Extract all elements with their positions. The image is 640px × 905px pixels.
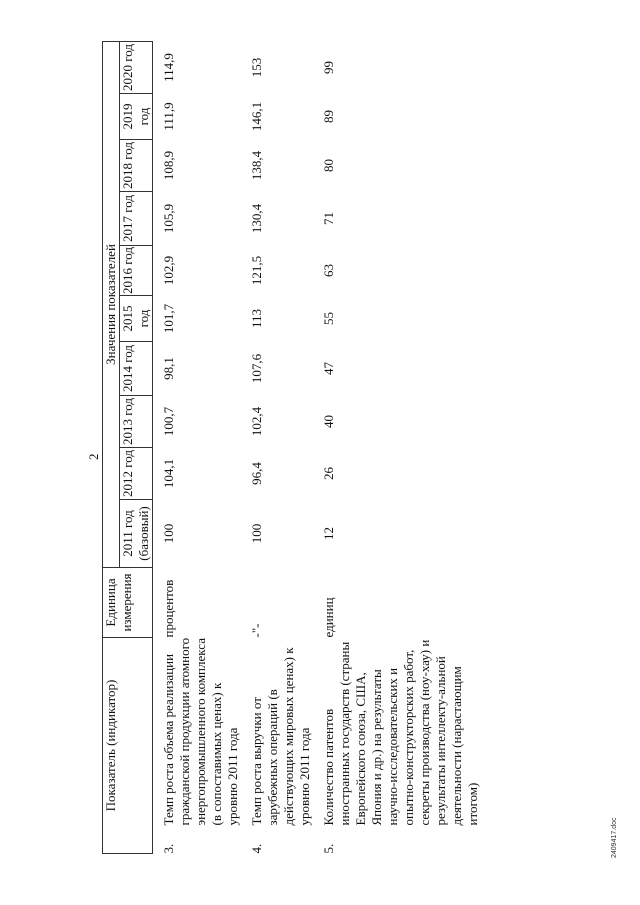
- value-cell: 111,9: [161, 102, 176, 131]
- value-cell: 100: [161, 523, 176, 544]
- indicator-name: Темп роста выручки от зарубежных операций (в действующих мировых ценах) к уровню 2011 года: [249, 647, 312, 826]
- value-cell: 114,9: [161, 53, 176, 82]
- header-year: 2017 год: [120, 191, 153, 245]
- table-row: [321, 41, 481, 853]
- rotated-document-page: [85, 28, 640, 858]
- header-year: 2018 год: [120, 139, 153, 191]
- value-cell: 104,1: [161, 458, 176, 489]
- header-year: 2014 год: [120, 341, 153, 395]
- header-year: 2019 год: [120, 93, 153, 139]
- indicator-name: Темп роста объема реализации гражданской продукции атомного энергопромышленного комплекса (в сопоставимых ценах) к уровню 2011 года: [161, 637, 240, 826]
- value-cell: 89: [321, 109, 336, 123]
- value-cell: 146,1: [249, 101, 264, 132]
- header-year: 2011 год (базовый): [120, 499, 153, 567]
- value-cell: 26: [321, 466, 336, 480]
- indicator-name: Количество патентов иностранных государств (страны Европейского союза, США, Япония и др.) на результаты научно-исследовательских и опытно-конструкторских работ, секреты производства (ноу-хау) и результаты интеллекту-альной деятельности (нарастающим итогом): [321, 639, 480, 826]
- value-cell: 96,4: [249, 462, 264, 485]
- value-cell: 100: [249, 523, 264, 544]
- header-year: 2013 год: [120, 395, 153, 447]
- indicators-table: [102, 41, 481, 854]
- header-year: 2016 год: [120, 245, 153, 295]
- value-cell: 98,1: [161, 357, 176, 380]
- header-values-group: Значения показателей: [103, 41, 120, 567]
- row-number: 3.: [161, 843, 176, 854]
- row-number: 4.: [249, 843, 264, 854]
- document-footer: 2409417.doc: [611, 817, 618, 858]
- value-cell: 138,4: [249, 150, 264, 181]
- value-cell: 102,9: [161, 255, 176, 286]
- unit-cell: -"-: [249, 623, 264, 638]
- header-year: 2012 год: [120, 447, 153, 499]
- value-cell: 55: [321, 311, 336, 325]
- value-cell: 63: [321, 263, 336, 277]
- value-cell: 12: [321, 526, 336, 540]
- value-cell: 40: [321, 414, 336, 428]
- header-unit: Единица измерения: [103, 567, 153, 637]
- value-cell: 80: [321, 158, 336, 172]
- value-cell: 100,7: [161, 406, 176, 437]
- page-number: 2: [86, 453, 101, 460]
- value-cell: 99: [321, 60, 336, 74]
- table-row: [249, 41, 313, 853]
- header-indicator: Показатель (индикатор): [103, 637, 153, 853]
- value-cell: 107,6: [249, 353, 264, 384]
- table-row: [161, 41, 241, 853]
- value-cell: 108,9: [161, 150, 176, 181]
- unit-cell: единиц: [321, 597, 336, 638]
- row-number: 5.: [321, 843, 336, 854]
- header-year: 2020 год: [120, 41, 153, 93]
- value-cell: 71: [321, 211, 336, 225]
- value-cell: 130,4: [249, 203, 264, 234]
- value-cell: 47: [321, 361, 336, 375]
- value-cell: 101,7: [161, 303, 176, 334]
- value-cell: 153: [249, 57, 264, 78]
- unit-cell: процентов: [161, 579, 176, 638]
- value-cell: 105,9: [161, 203, 176, 234]
- value-cell: 113: [249, 308, 264, 328]
- value-cell: 102,4: [249, 406, 264, 437]
- value-cell: 121,5: [249, 255, 264, 286]
- header-year: 2015 год: [120, 295, 153, 341]
